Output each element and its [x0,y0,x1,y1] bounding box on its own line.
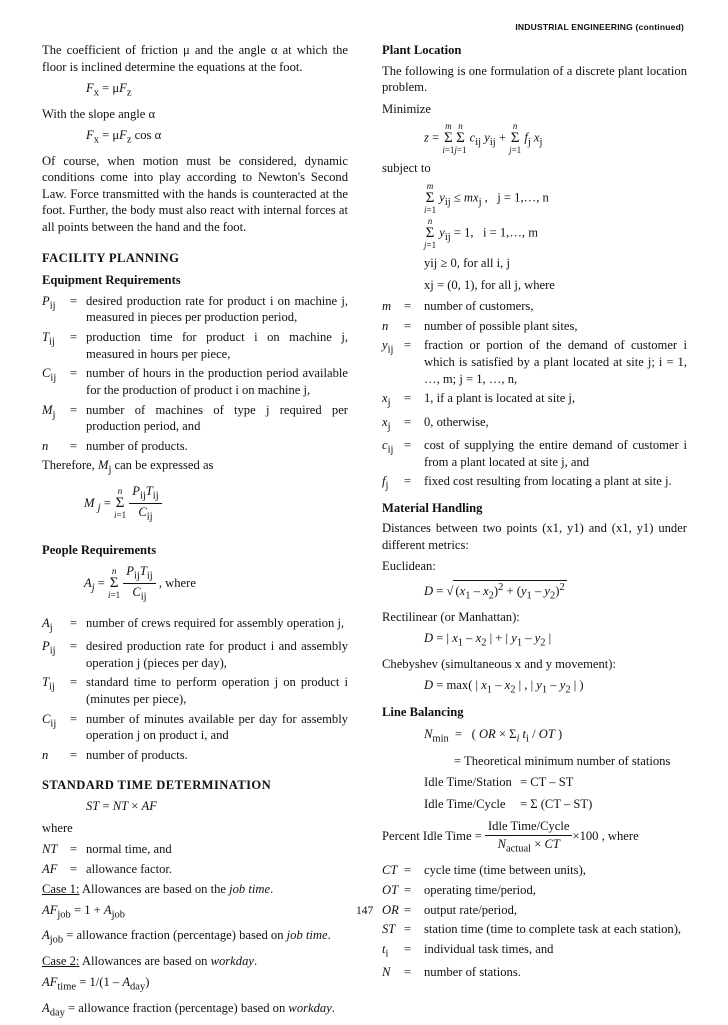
people-definitions [42,615,348,764]
standard-time-definitions [42,841,348,877]
definition-text: allowance factor. [86,861,173,876]
definition-symbol: ST [382,922,396,937]
euclidean-label: Euclidean: [382,559,436,574]
plant-location-heading: Plant Location [382,43,462,57]
definition-equals: = [404,414,412,429]
definition-text: standard time to perform operation j on product i (minutes per piece), [86,675,348,707]
definition-row [382,298,687,315]
definition-text: 1, if a plant is located at site j, [424,391,576,406]
a-job-definition: $A_{job}$ = allowance fraction (percentage) based on job time. [42,928,331,946]
definition-text: number of possible plant sites, [424,318,578,333]
definition-text: station time (time to complete task at each station), [424,922,682,937]
definition-text: number of products. [86,438,188,453]
definition-text: number of machines of type j required per production period, and [86,402,348,434]
constraint-3: yij ≥ 0, for all i, j [424,256,510,271]
definition-text: normal time, and [86,842,172,857]
nmin-description: = Theoretical minimum number of stations [454,753,671,768]
definition-text: number of minutes available per day for assembly operation j on product i, and [86,711,348,743]
definition-row [382,414,687,434]
af-job-equation: $AF_{job} = 1 + A_{job}$ [42,903,126,921]
definition-symbol: OR [382,902,399,917]
definition-row [42,402,348,435]
definition-row [42,861,348,878]
definition-equals: = [404,318,412,333]
definition-text: operating time/period, [424,883,536,898]
definition-equals: = [70,639,78,654]
dynamics-paragraph: Of course, when motion must be considered, dynamic conditions come into play according to Newton's Second Law. Force transmitted with the hands is counteracted at the foot. Further, the body must also react with internal forces at all points between the hand and the foot. [42,153,348,235]
crews-formula: $A_j = n$ Σ i=1 $\frac{P_{ij}T_{ij}}{C_{ij}}$ , where [84,564,196,603]
definition-row [382,473,687,493]
definition-symbol: $x_j$ [382,414,391,433]
definition-text: number of products. [86,747,188,762]
right-column [382,42,687,984]
definition-symbol: OT [382,883,399,898]
minimize-label: Minimize [382,101,431,116]
definition-symbol: n [42,747,49,762]
definition-equals: = [404,922,412,937]
definition-equals: = [404,474,412,489]
machines-formula: M $_j$ = n Σ i=1 $\frac{P_{ij}T_{ij}}{C_{ij}}$ [42,483,348,525]
definition-row [42,365,348,398]
definition-text: production time for product i on machine j, measured in hours per piece, [86,330,348,361]
therefore-text: Therefore, $M_j$ can be expressed as [42,458,214,476]
rectilinear-label: Rectilinear (or Manhattan): [382,609,520,624]
definition-symbol: N [382,965,391,980]
slope-label: With the slope angle α [42,106,156,121]
definition-equals: = [70,438,78,453]
definition-row [42,674,348,707]
definition-row [42,615,348,635]
definition-row [42,747,348,764]
definition-row [382,337,687,387]
definition-row [382,862,687,879]
definition-text: desired production rate for product i and assembly operation j (pieces per day), [86,639,348,670]
plant-definitions [382,298,687,493]
definition-row [382,921,687,938]
definition-text: number of crews required for assembly operation j, [86,615,345,630]
definition-symbol: n [42,438,49,453]
definition-equals: = [70,293,78,308]
definition-symbol: $t_i$ [382,941,389,960]
definition-symbol: $C_{ij}$ [42,711,57,730]
euclidean-formula: D = √ $(x_1 - x_2)^2 + (y_1 - y_2)^2$ [424,582,565,602]
definition-symbol: $P_{ij}$ [42,293,56,312]
chebyshev-formula: D = max( | $x_1 - x_2$ | , | $y_1 - y_2$ | ) [424,678,584,696]
rectilinear-formula: D = | $x_1 - x_2$ | + | $y_1 - y_2$ | [424,631,552,649]
objective-formula: z = m Σ i=1n Σ j=1 $c_{ij}$ $y_{ij} + n$ Σ j=1 $f_j$ $x_j$ [424,121,543,156]
definition-equals: = [70,842,78,857]
definition-symbol: $T_{ij}$ [42,675,55,693]
definition-symbol: AF [42,861,58,876]
definition-symbol: $M_j$ [42,402,56,421]
left-column [42,42,348,1025]
plant-intro: The following is one formulation of a discrete plant location problem. [382,63,687,95]
definition-equals: = [70,861,78,876]
case1-text: Case 1: Allowances are based on the job time. [42,881,274,896]
idle-station: Idle Time/Station = CT – ST [424,775,574,790]
definition-symbol: $C_{ij}$ [42,366,57,384]
standard-time-heading: STANDARD TIME DETERMINATION [42,778,272,793]
standard-time-equation: ST = NT × AF [86,799,157,814]
af-time-equation: $AF_{time} = 1/(1 - A_{day})$ [42,975,150,993]
definition-symbol: $P_{ij}$ [42,639,56,657]
definition-text: cycle time (time between units), [424,863,586,878]
idle-cycle: Idle Time/Cycle = Σ (CT – ST) [424,796,593,811]
definition-text: number of customers, [424,299,534,314]
definition-symbol: $y_{ij}$ [382,338,394,356]
definition-row [42,438,348,455]
definition-equals: = [70,675,78,690]
definition-row [42,711,348,744]
definition-row [382,902,687,919]
definition-symbol: $A_j$ [42,615,53,634]
definition-equals: = [70,330,78,345]
page-number: 147 [356,905,374,917]
definition-row [382,882,687,899]
definition-equals: = [70,366,78,381]
people-heading: People Requirements [42,543,157,558]
definition-row [42,329,348,362]
definition-row [42,841,348,858]
definition-equals: = [404,941,412,956]
definition-text: desired production rate for product i on machine j, measured in pieces per production period, [86,293,348,325]
definition-symbol: $c_{ij}$ [382,438,394,456]
definition-equals: = [70,615,78,630]
material-handling-intro: Distances between two points (x1, y1) and (x1, y1) under different metrics: [382,521,687,552]
constraint-2: n Σ j=1 $y_{ij} = 1$, i = 1,…, m [424,216,539,251]
definition-equals: = [404,902,412,917]
definition-row [42,638,348,671]
constraint-1: m Σ i=1 $y_{ij} \le mx_j$ , j = 1,…, n [424,181,549,216]
constraint-4: xj = (0, 1), for all j, where [424,277,555,292]
definition-equals: = [70,747,78,762]
definition-equals: = [404,299,412,314]
definition-equals: = [404,863,412,878]
definition-row [42,293,348,326]
definition-text: fraction or portion of the demand of customer i which is satisfied by a plant located at site j; i = 1, …, m; j = 1, …, n, [424,338,687,386]
definition-text: cost of supplying the entire demand of customer i from a plant located at site j, and [424,438,687,469]
definition-equals: = [404,965,412,980]
case2-text: Case 2: Allowances are based on workday. [42,953,258,968]
definition-symbol: m [382,299,392,314]
definition-text: fixed cost resulting from locating a plant at site j. [424,474,672,489]
definition-row [382,964,687,981]
definition-symbol: NT [42,842,58,857]
friction-equation: $F_x = \mu F_z$ [86,81,132,99]
chebyshev-label: Chebyshev (simultaneous x and y movement): [382,656,616,671]
definition-equals: = [70,402,78,417]
definition-symbol: $T_{ij}$ [42,330,55,348]
material-handling-heading: Material Handling [382,500,483,515]
running-header: INDUSTRIAL ENGINEERING (continued) [515,22,684,32]
definition-text: number of stations. [424,965,521,980]
definition-text: output rate/period, [424,902,518,917]
facility-planning-heading: FACILITY PLANNING [42,250,180,265]
definition-symbol: CT [382,863,398,878]
definition-equals: = [70,711,78,726]
definition-row [382,941,687,961]
definition-symbol: $f_j$ [382,474,389,492]
where-text: where [42,820,73,835]
definition-text: number of hours in the production period available for the production of product i on machine j, [86,366,348,397]
definition-row [382,390,687,410]
subject-to-label: subject to [382,161,431,176]
definition-row [382,318,687,335]
line-balancing-definitions [382,862,687,980]
line-balancing-heading: Line Balancing [382,704,464,719]
definition-row [382,437,687,470]
definition-text: 0, otherwise, [424,414,489,429]
a-day-definition: $A_{day}$ = allowance fraction (percentage) based on workday. [42,1000,335,1019]
definition-symbol: $x_j$ [382,391,391,409]
friction-intro: The coefficient of friction μ and the angle α at which the floor is inclined determine the equations at the foot. [42,43,348,74]
definition-equals: = [404,338,412,353]
equipment-heading: Equipment Requirements [42,273,181,288]
slope-equation: $F_x = \mu F_z$ cos α [86,128,162,146]
definition-equals: = [404,883,412,898]
definition-equals: = [404,391,412,406]
equipment-definitions [42,293,348,454]
definition-symbol: n [382,318,389,333]
definition-equals: = [404,438,412,453]
percent-idle-formula: Percent Idle Time = $\frac{\text{Idle Time/Cycle}}{N_{actual} \times CT}$ ×100 , where [382,819,639,855]
nmin-formula: $N_{min}$ = ( OR × $\Sigma_i$ $t_i$ / OT ) [424,727,563,745]
definition-text: individual task times, and [424,941,554,956]
